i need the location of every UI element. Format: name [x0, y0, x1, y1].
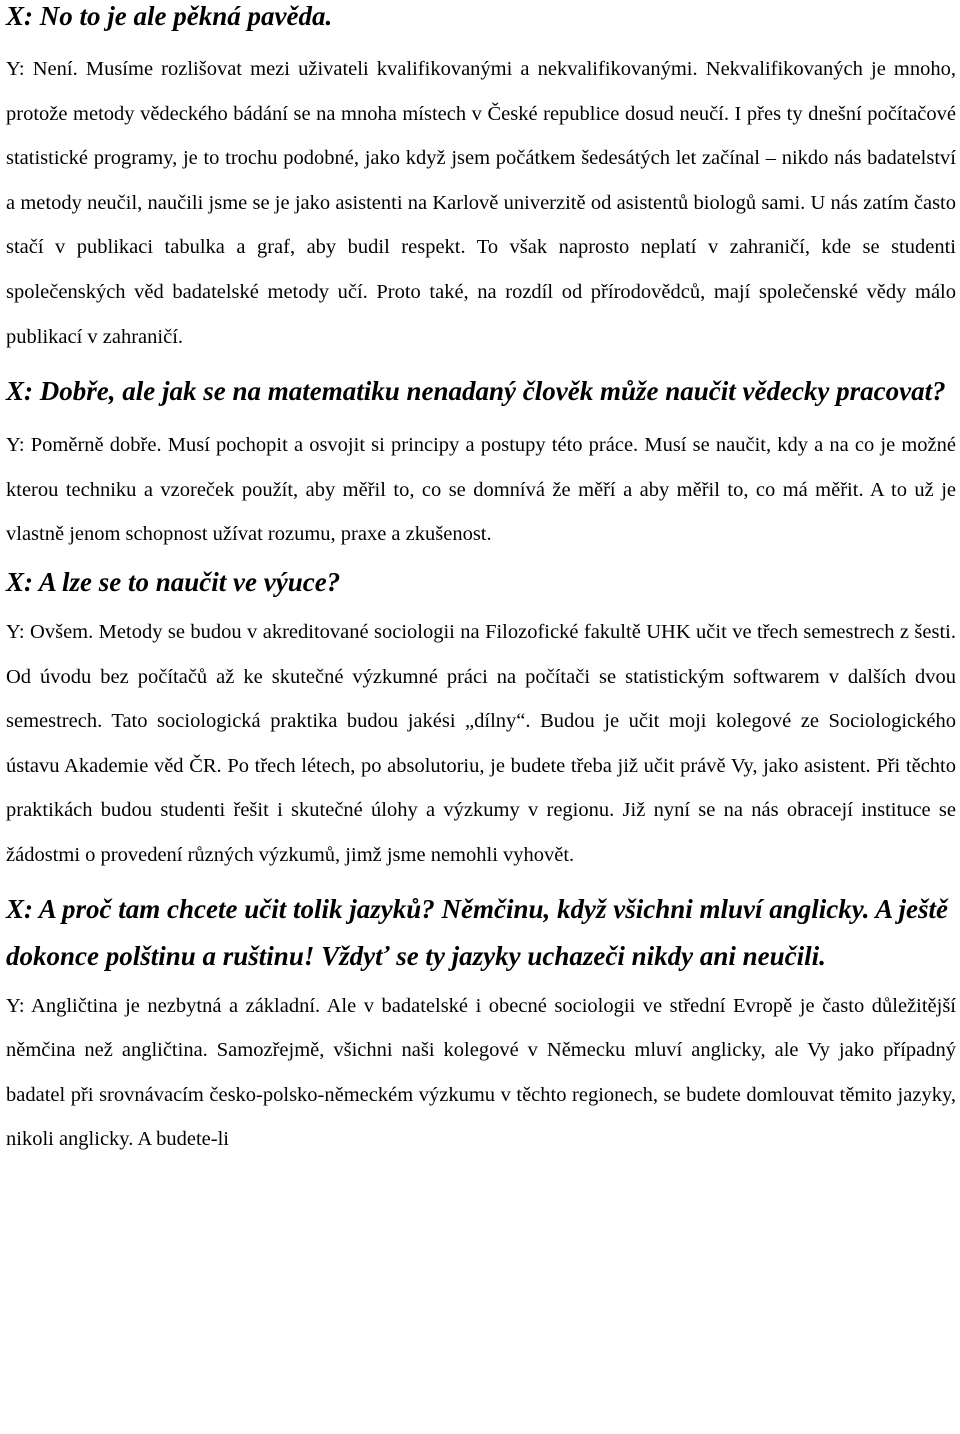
interviewee-answer: Y: Není. Musíme rozlišovat mezi uživateli kvalifikovanými a nekvalifikovanými. Nekvalifikovaných je mnoho, protože metody vědeckého bádání se na mnoha místech v České republice dosud neučí. I přes ty dnešní počítačové statistické programy, je to trochu podobné, jako když jsem počátkem šedesátých let začínal – nikdo nás badatelství a metody neučil, naučili jsme se je jako asistenti na Karlově univerzitě od asistentů biologů sami. U nás zatím často stačí v publikaci tabulka a graf, aby budil respekt. To však naprosto neplatí v zahraničí, kde se studenti společenských věd badatelské metody učí. Proto také, na rozdíl od přírodovědců, mají společenské vědy málo publikací v zahraničí. — [6, 58, 956, 348]
interviewer-question: X: No to je ale pěkná pavěda. — [6, 1, 333, 31]
interviewer-question: X: A proč tam chcete učit tolik jazyků? Němčinu, když všichni mluví anglicky. A ještě dokonce polštinu a ruštinu! Vždyť se ty jazyky uchazeči nikdy ani neučili. — [6, 893, 948, 971]
interviewer-question: X: Dobře, ale jak se na matematiku nenadaný člověk může naučit vědecky pracovat? — [6, 376, 946, 407]
interviewee-answer: Y: Ovšem. Metody se budou v akreditované sociologii na Filozofické fakultě UHK učit ve třech semestrech z šesti. Od úvodu bez počítačů až ke skutečné výzkumné práci na počítači se statistickým softwarem v dalších dvou semestrech. Tato sociologická praktika budou jakési „dílny“. Budou je učit moji kolegové ze Sociologického ústavu Akademie věd ČR. Po třech létech, po absolutoriu, je budete třeba již učit právě Vy, jako asistent. Při těchto praktikách budou studenti řešit i skutečné úlohy a výzkumy v regionu. Již nyní se na nás obracejí instituce se žádostmi o provedení různých výzkumů, jimž jsme nemohli vyhovět. — [6, 620, 956, 866]
interviewer-question: X: A lze se to naučit ve výuce? — [6, 566, 341, 597]
interviewee-answer: Y: Angličtina je nezbytná a základní. Ale v badatelské i obecné sociologii ve střední Evropě je často důležitější němčina než angličtina. Samozřejmě, všichni naši kolegové v Německu mluví anglicky, ale Vy jako případný badatel při srovnávacím česko-polsko-německém výzkumu v těchto regionech, se budete domlouvat těmito jazyky, nikoli anglicky. A budete-li — [6, 994, 956, 1151]
interviewee-answer: Y: Poměrně dobře. Musí pochopit a osvojit si principy a postupy této práce. Musí se naučit, kdy a na co je možné kterou techniku a vzoreček použít, aby měřil to, co se domnívá že měří a aby měřil to, co má měřit. A to už je vlastně jenom schopnost užívat rozumu, praxe a zkušenost. — [6, 434, 956, 546]
document-page — [6, 0, 956, 1162]
